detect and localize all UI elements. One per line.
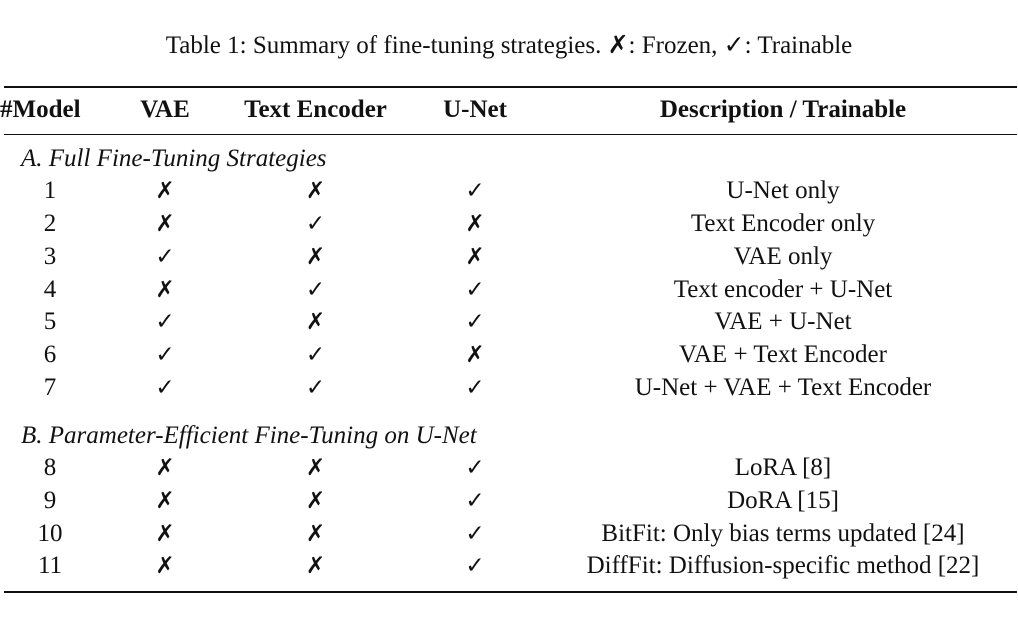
- cell-text-encoder: ✗: [305, 488, 326, 514]
- cell-vae: ✓: [155, 244, 175, 270]
- table-row: [0, 274, 1018, 306]
- cell-model: 10: [37, 520, 63, 547]
- cell-description: U-Net + VAE + Text Encoder: [634, 374, 932, 401]
- cell-vae: ✗: [155, 521, 175, 547]
- cell-model: 2: [43, 210, 57, 237]
- cell-model: 11: [37, 552, 63, 579]
- cell-text-encoder: ✗: [305, 244, 326, 270]
- cell-model: 6: [43, 341, 57, 368]
- cell-text-encoder: ✗: [305, 521, 326, 547]
- cell-text-encoder: ✗: [305, 455, 326, 481]
- section-b-title: B. Parameter-Efficient Fine-Tuning on U-Net: [21, 422, 477, 449]
- table-row: [0, 339, 1018, 371]
- cell-unet: ✗: [465, 342, 485, 368]
- table-row: [0, 175, 1018, 207]
- cell-text-encoder: ✗: [305, 553, 326, 579]
- table-header-row: [0, 94, 1018, 126]
- cell-model: 1: [43, 177, 57, 204]
- cell-description: DiffFit: Diffusion-specific method [22]: [586, 552, 980, 579]
- cell-vae: ✗: [155, 488, 175, 514]
- cell-vae: ✗: [155, 178, 175, 204]
- cell-model: 8: [43, 454, 57, 481]
- table-row: [0, 518, 1018, 550]
- cell-unet: ✓: [465, 521, 485, 547]
- cell-unet: ✓: [465, 455, 485, 481]
- cell-description: VAE + U-Net: [714, 308, 852, 335]
- table-bottom-rule: [4, 591, 1017, 593]
- cell-unet: ✓: [465, 488, 485, 514]
- cell-vae: ✗: [155, 277, 175, 303]
- cell-vae: ✗: [155, 455, 175, 481]
- cell-unet: ✓: [465, 309, 485, 335]
- cell-unet: ✓: [465, 178, 485, 204]
- table-caption: Table 1: Summary of fine-tuning strategies. ✗: Frozen, ✓: Trainable: [165, 32, 853, 59]
- header-vae: VAE: [140, 96, 190, 123]
- cell-description: BitFit: Only bias terms updated [24]: [601, 520, 965, 547]
- cell-unet: ✗: [465, 244, 485, 270]
- header-text-encoder: Text Encoder: [244, 96, 387, 123]
- table-row: [0, 452, 1018, 484]
- cell-description: VAE + Text Encoder: [679, 341, 887, 368]
- cell-vae: ✓: [155, 309, 175, 335]
- cell-unet: ✓: [465, 553, 485, 579]
- cell-description: U-Net only: [726, 177, 840, 204]
- cell-description: LoRA [8]: [734, 454, 832, 481]
- header-unet: U-Net: [443, 96, 507, 123]
- section-a-title: A. Full Fine-Tuning Strategies: [21, 145, 327, 172]
- header-model: #Model: [0, 96, 81, 123]
- cell-model: 9: [43, 487, 57, 514]
- cell-unet: ✓: [465, 375, 485, 401]
- table-row: [0, 372, 1018, 404]
- cell-text-encoder: ✓: [305, 375, 326, 401]
- cell-model: 4: [43, 276, 57, 303]
- table-row: [0, 306, 1018, 338]
- cell-unet: ✓: [465, 277, 485, 303]
- table-row: [0, 208, 1018, 240]
- cell-vae: ✓: [155, 342, 175, 368]
- cell-unet: ✗: [465, 211, 485, 237]
- table-row: [0, 550, 1018, 582]
- cell-vae: ✗: [155, 211, 175, 237]
- cell-model: 3: [43, 243, 57, 270]
- cell-text-encoder: ✓: [305, 211, 326, 237]
- cell-model: 7: [43, 374, 57, 401]
- cell-text-encoder: ✗: [305, 309, 326, 335]
- cell-vae: ✓: [155, 375, 175, 401]
- cell-description: DoRA [15]: [727, 487, 839, 514]
- table-row: [0, 241, 1018, 273]
- cell-description: Text Encoder only: [690, 210, 876, 237]
- cell-text-encoder: ✗: [305, 178, 326, 204]
- table-row: [0, 485, 1018, 517]
- cell-description: VAE only: [733, 243, 833, 270]
- cell-vae: ✗: [155, 553, 175, 579]
- cell-description: Text encoder + U-Net: [673, 276, 893, 303]
- table-header-rule: [4, 134, 1017, 135]
- cell-text-encoder: ✓: [305, 342, 326, 368]
- cell-text-encoder: ✓: [305, 277, 326, 303]
- table-top-rule: [4, 86, 1017, 88]
- cell-model: 5: [43, 308, 57, 335]
- header-description: Description / Trainable: [659, 96, 907, 123]
